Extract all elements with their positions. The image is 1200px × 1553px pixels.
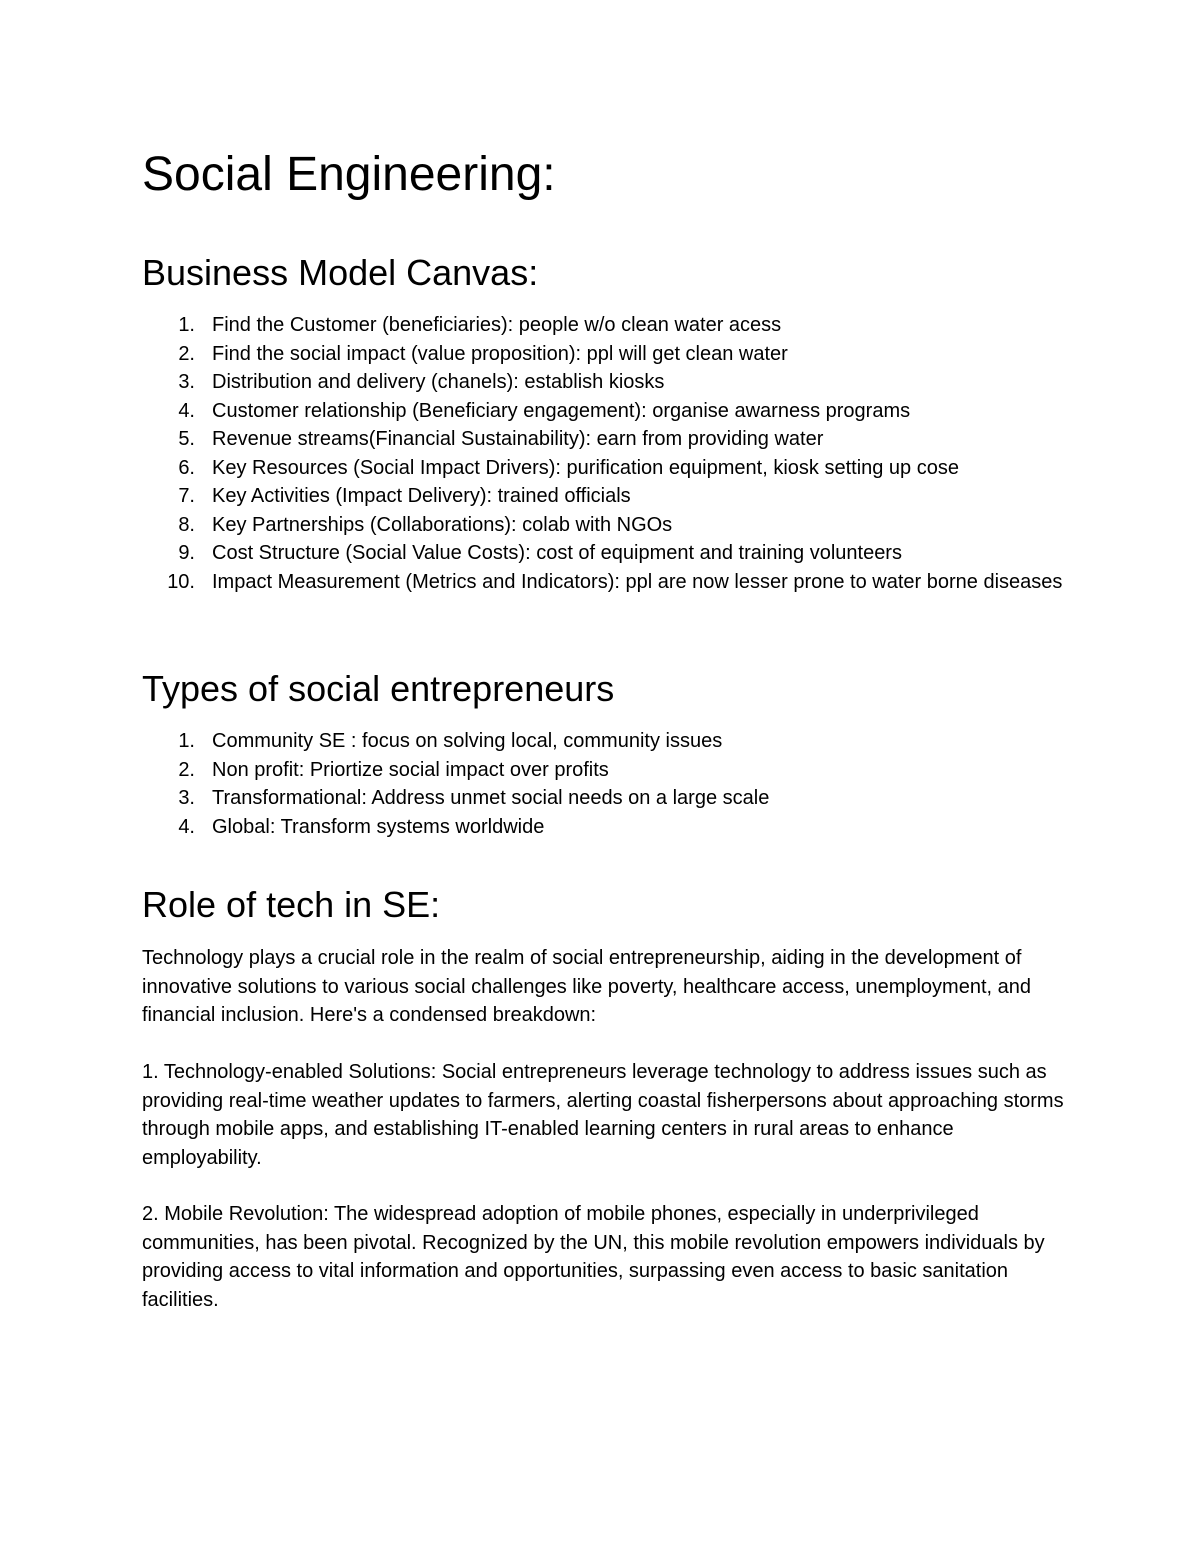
list-item-text: Cost Structure (Social Value Costs): cost of equipment and training volunteers [212,542,902,564]
list-item-text: Key Partnerships (Collaborations): colab with NGOs [212,513,673,536]
list-item [142,368,1142,397]
list-item [142,454,1142,483]
list-item-number: 6. [178,456,195,479]
list-item-number: 5. [178,428,195,450]
list-item-number: 4. [178,815,195,838]
list-item-text: Community SE : focus on solving local, community issues [212,730,723,752]
list-item-number: 7. [178,485,195,507]
list-item-number: 1. [178,314,195,336]
list-item-text: Distribution and delivery (chanels): establish kiosks [212,371,665,393]
list-item [142,482,1142,511]
list-item [142,425,1142,454]
list-item-text: Customer relationship (Beneficiary engagement): organise awarness programs [212,399,911,422]
list-item-text: Key Activities (Impact Delivery): trained officials [212,485,631,507]
list-item-number: 2. [178,342,195,365]
list-item-text: Revenue streams(Financial Sustainability): earn from providing water [212,428,824,450]
list-item [142,397,1142,426]
business-model-canvas-list [142,311,1142,596]
role-of-tech-heading: Role of tech in SE: [142,884,441,925]
list-item [142,784,1142,813]
list-item [142,813,1142,842]
list-item-text: Non profit: Priortize social impact over profits [212,758,609,781]
page-title: Social Engineering: [142,148,556,201]
list-item-number: 3. [178,371,195,393]
list-item [142,568,1142,597]
list-item-number: 4. [178,399,195,422]
list-item-text: Key Resources (Social Impact Drivers): purification equipment, kiosk setting up cose [212,456,959,479]
list-item-text: Find the social impact (value proposition): ppl will get clean water [212,342,788,365]
mobile-revolution-paragraph: 2. Mobile Revolution: The widespread adoption of mobile phones, especially in underprivileged communities, has been pivotal. Recognized by the UN, this mobile revolution empowers individuals by providing access to vital information and opportunities, surpassing even access to basic sanitation facilities. [142,1203,1045,1311]
list-item [142,539,1142,568]
list-item [142,511,1142,540]
types-of-social-entrepreneurs-heading: Types of social entrepreneurs [142,668,615,709]
list-item [142,340,1142,369]
list-item-number: 1. [178,730,195,752]
list-item [142,727,1142,756]
list-item [142,311,1142,340]
business-model-canvas-heading: Business Model Canvas: [142,252,539,293]
list-item [142,756,1142,785]
list-item-text: Find the Customer (beneficiaries): people w/o clean water acess [212,314,782,336]
role-of-tech-intro-paragraph: Technology plays a crucial role in the realm of social entrepreneurship, aiding in the development of innovative solutions to various social challenges like poverty, healthcare access, unemployment, and financial inclusion. Here's a condensed breakdown: [142,947,1032,1026]
list-item-number: 9. [178,542,195,564]
list-item-number: 3. [178,787,195,809]
list-item-text: Global: Transform systems worldwide [212,815,545,838]
types-list [142,727,1142,841]
technology-enabled-solutions-paragraph: 1. Technology-enabled Solutions: Social entrepreneurs leverage technology to address issues such as providing real-time weather updates to farmers, alerting coastal fisherpersons about approaching storms through mobile apps, and establishing IT-enabled learning centers in rural areas to enhance employability. [142,1061,1064,1169]
list-item-text: Impact Measurement (Metrics and Indicators): ppl are now lesser prone to water borne diseases [212,570,1063,593]
list-item-text: Transformational: Address unmet social needs on a large scale [212,787,770,809]
list-item-number: 10. [167,570,195,593]
list-item-number: 8. [178,513,195,536]
list-item-number: 2. [178,758,195,781]
